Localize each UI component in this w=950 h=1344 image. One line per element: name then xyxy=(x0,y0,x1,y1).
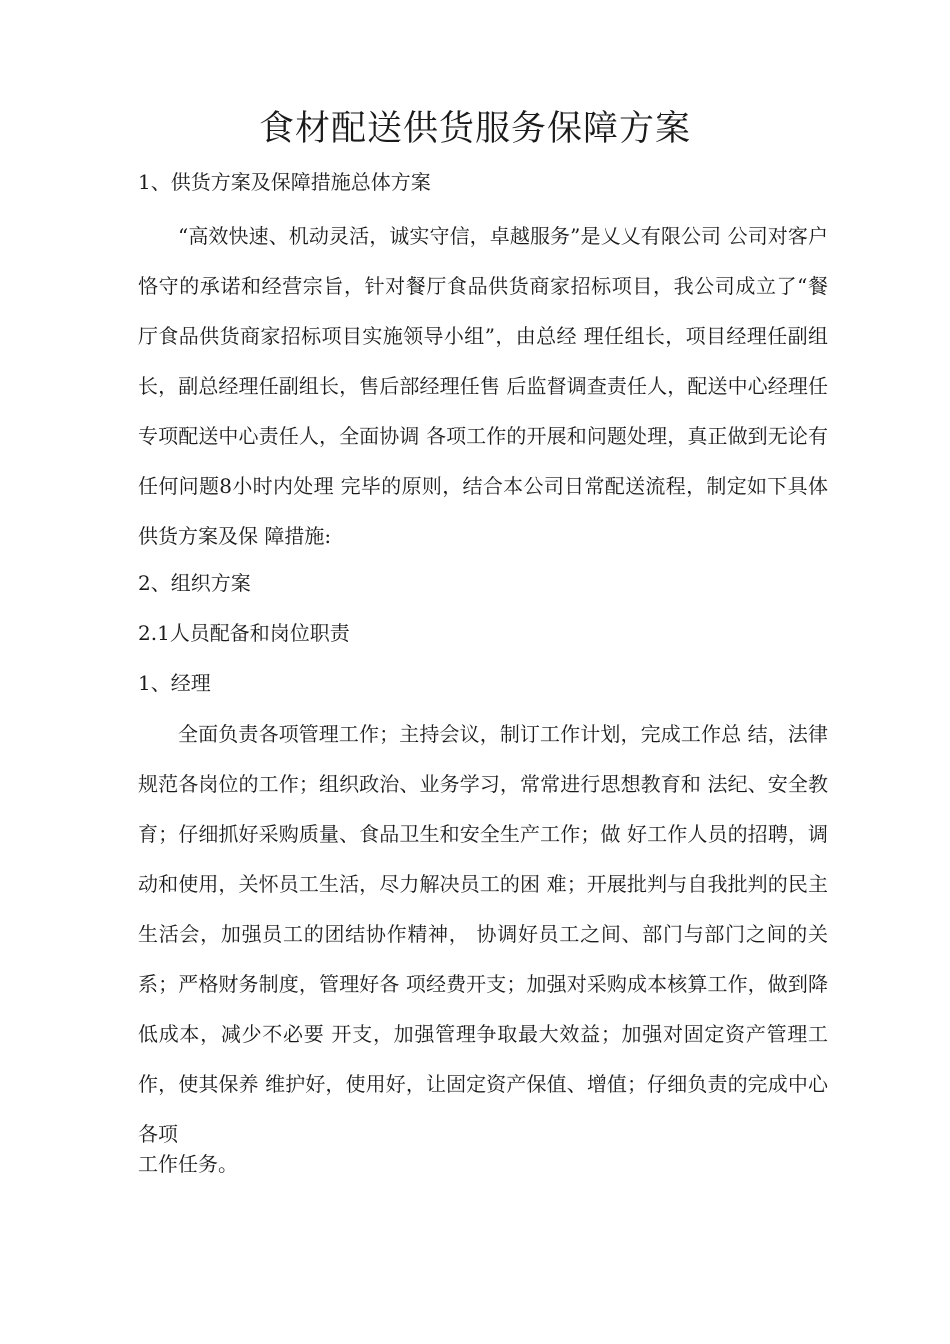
subsection-heading-2-1: 2.1人员配备和岗位职责 xyxy=(138,621,350,645)
section-1-paragraph: “高效快速、机动灵活，诚实守信，卓越服务”是乂乂有限公司 公司对客户恪守的承诺和经营宗旨，针对餐厅食品供货商家招标项目，我公司成立了“餐厅食品供货商家招标项目实施领导小组”，由总经 理任组长，项目经理任副组长，副总经理任副组长，售后部经理任售 后监督调查责任人，配送中心经理任专项配送中心责任人，全面协调 各项工作的开展和问题处理，真正做到无论有任何问题8小时内处理 完毕的原则，结合本公司日常配送流程，制定如下具体供货方案及保 障措施: xyxy=(138,224,828,548)
section-heading-2: 2、组织方案 xyxy=(138,571,251,595)
document-title: 食材配送供货服务保障方案 xyxy=(258,109,691,149)
manager-duties-tail: 工作任务。 xyxy=(138,1152,238,1176)
role-heading-manager: 1、经理 xyxy=(138,671,211,695)
manager-duties-paragraph: 全面负责各项管理工作；主持会议，制订工作计划，完成工作总 结，法律规范各岗位的工作；组织政治、业务学习，常常进行思想教育和 法纪、安全教育；仔细抓好采购质量、食品卫生和安全生产工作；做 好工作人员的招聘，调动和使用，关怀员工生活，尽力解决员工的困 难；开展批判与自我批判的民主生活会，加强员工的团结协作精神， 协调好员工之间、部门与部门之间的关系；严格财务制度，管理好各 项经费开支；加强对采购成本核算工作，做到降低成本，减少不必要 开支，加强管理争取最大效益；加强对固定资产管理工作，使其保养 维护好，使用好，让固定资产保值、增值；仔细负责的完成中心各项 xyxy=(138,722,828,1146)
section-heading-1: 1、供货方案及保障措施总体方案 xyxy=(138,170,431,194)
